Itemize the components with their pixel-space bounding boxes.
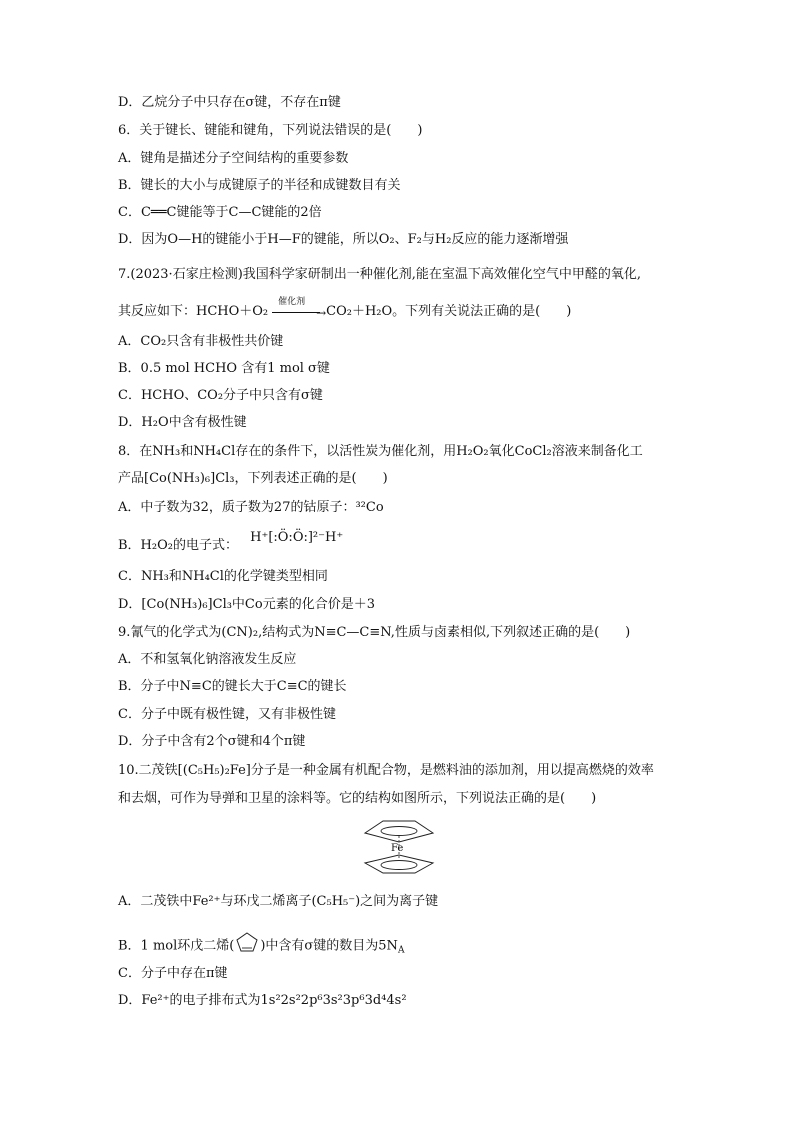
q8-stem: 8．在NH₃和NH₄Cl存在的条件下，以活性炭为催化剂，用H₂O₂氧化CoCl₂溶液来制备化工 (118, 444, 643, 459)
upper-ring-circle (381, 827, 417, 836)
q8-option-d: D．[Co(NH₃)₆]Cl₃中Co元素的化合价是＋3 (118, 597, 375, 612)
avogadro-subscript: A (397, 945, 405, 956)
q10-stem-cont: 和去烟，可作为导弹和卫星的涂料等。它的结构如图所示，下列说法正确的是( ) (118, 791, 597, 806)
q7-option-c: C．HCHO、CO₂分子中只含有σ键 (118, 388, 323, 403)
q7-option-d: D．H₂O中含有极性键 (118, 415, 247, 430)
q8-option-b-label: B．H₂O₂的电子式： (118, 538, 238, 553)
cyclopentadiene-icon (234, 931, 260, 953)
q8-stem-cont: 产品[Co(NH₃)₆]Cl₃，下列表述正确的是( ) (118, 471, 388, 486)
q10-option-b (118, 935, 404, 960)
q10-stem: 10.二茂铁[(C₅H₅)₂Fe]分子是一种金属有机配合物，是燃料油的添加剂，用以提高燃烧的效率 (118, 763, 654, 778)
q10-option-a: A．二茂铁中Fe²⁺与环戊二烯离子(C₅H₅⁻)之间为离子键 (118, 894, 439, 909)
q6-option-a: A．键角是描述分子空间结构的重要参数 (118, 151, 349, 166)
q10-option-c: C．分子中存在π键 (118, 966, 228, 981)
q8-option-b (118, 530, 344, 555)
q8-option-a: A．中子数为32，质子数为27的钴原子：³²Co (118, 500, 384, 515)
lower-ring-circle (381, 861, 417, 870)
q9-option-b: B．分子中N≡C的键长大于C≡C的键长 (118, 679, 347, 694)
q6-option-c: C．C══C键能等于C—C键能的2倍 (118, 205, 322, 220)
q9-option-c: C．分子中既有极性键，又有非极性键 (118, 707, 336, 722)
catalyst-label: 催化剂 (278, 297, 306, 307)
q6-option-b: B．键长的大小与成键原子的半径和成键数目有关 (118, 178, 401, 193)
upper-cyclopentadienyl-ring (365, 821, 433, 842)
q9-stem: 9.氰气的化学式为(CN)₂,结构式为N≡C—C≡N,性质与卤素相似,下列叙述正确的是( ) (118, 625, 631, 640)
catalyst-arrow: 催化剂 → (268, 303, 326, 321)
fe-label: Fe (391, 843, 404, 854)
ferrocene-structure-diagram (353, 816, 443, 878)
q10-option-b-pre: B．1 mol环戊二烯( (118, 938, 235, 954)
q9-option-d: D．分子中含有2个σ键和4个π键 (118, 734, 306, 749)
q5-option-d: D．乙烷分子中只存在σ键，不存在π键 (118, 95, 341, 110)
q10-option-b-post: )中含有σ键的数目为5N (260, 938, 398, 954)
q6-option-d: D．因为O—H的键能小于H—F的键能，所以O₂、F₂与H₂反应的能力逐渐增强 (118, 232, 569, 247)
q9-option-a: A．不和氢氧化钠溶液发生反应 (118, 652, 297, 667)
q10-option-d: D．Fe²⁺的电子排布式为1s²2s²2p⁶3s²3p⁶3d⁴4s² (118, 993, 407, 1008)
q7-option-a: A．CO₂只含有非极性共价键 (118, 334, 284, 349)
q7-option-b: B．0.5 mol HCHO 含有1 mol σ键 (118, 361, 330, 376)
q7-reaction-right: CO₂＋H₂O。下列有关说法正确的是( ) (326, 304, 572, 319)
q8-option-c: C．NH₃和NH₄Cl的化学键类型相同 (118, 569, 328, 584)
q7-reaction-left: 其反应如下：HCHO＋O₂ (118, 304, 269, 319)
electron-formula: H⁺[:Ö:Ö:]²⁻H⁺ (250, 530, 344, 545)
q7-stem: 7.(2023·石家庄检测)我国科学家研制出一种催化剂,能在室温下高效催化空气中甲醛的氧化, (118, 267, 642, 282)
q6-stem: 6．关于键长、键能和键角，下列说法错误的是( ) (118, 123, 423, 138)
q7-reaction (118, 297, 572, 321)
